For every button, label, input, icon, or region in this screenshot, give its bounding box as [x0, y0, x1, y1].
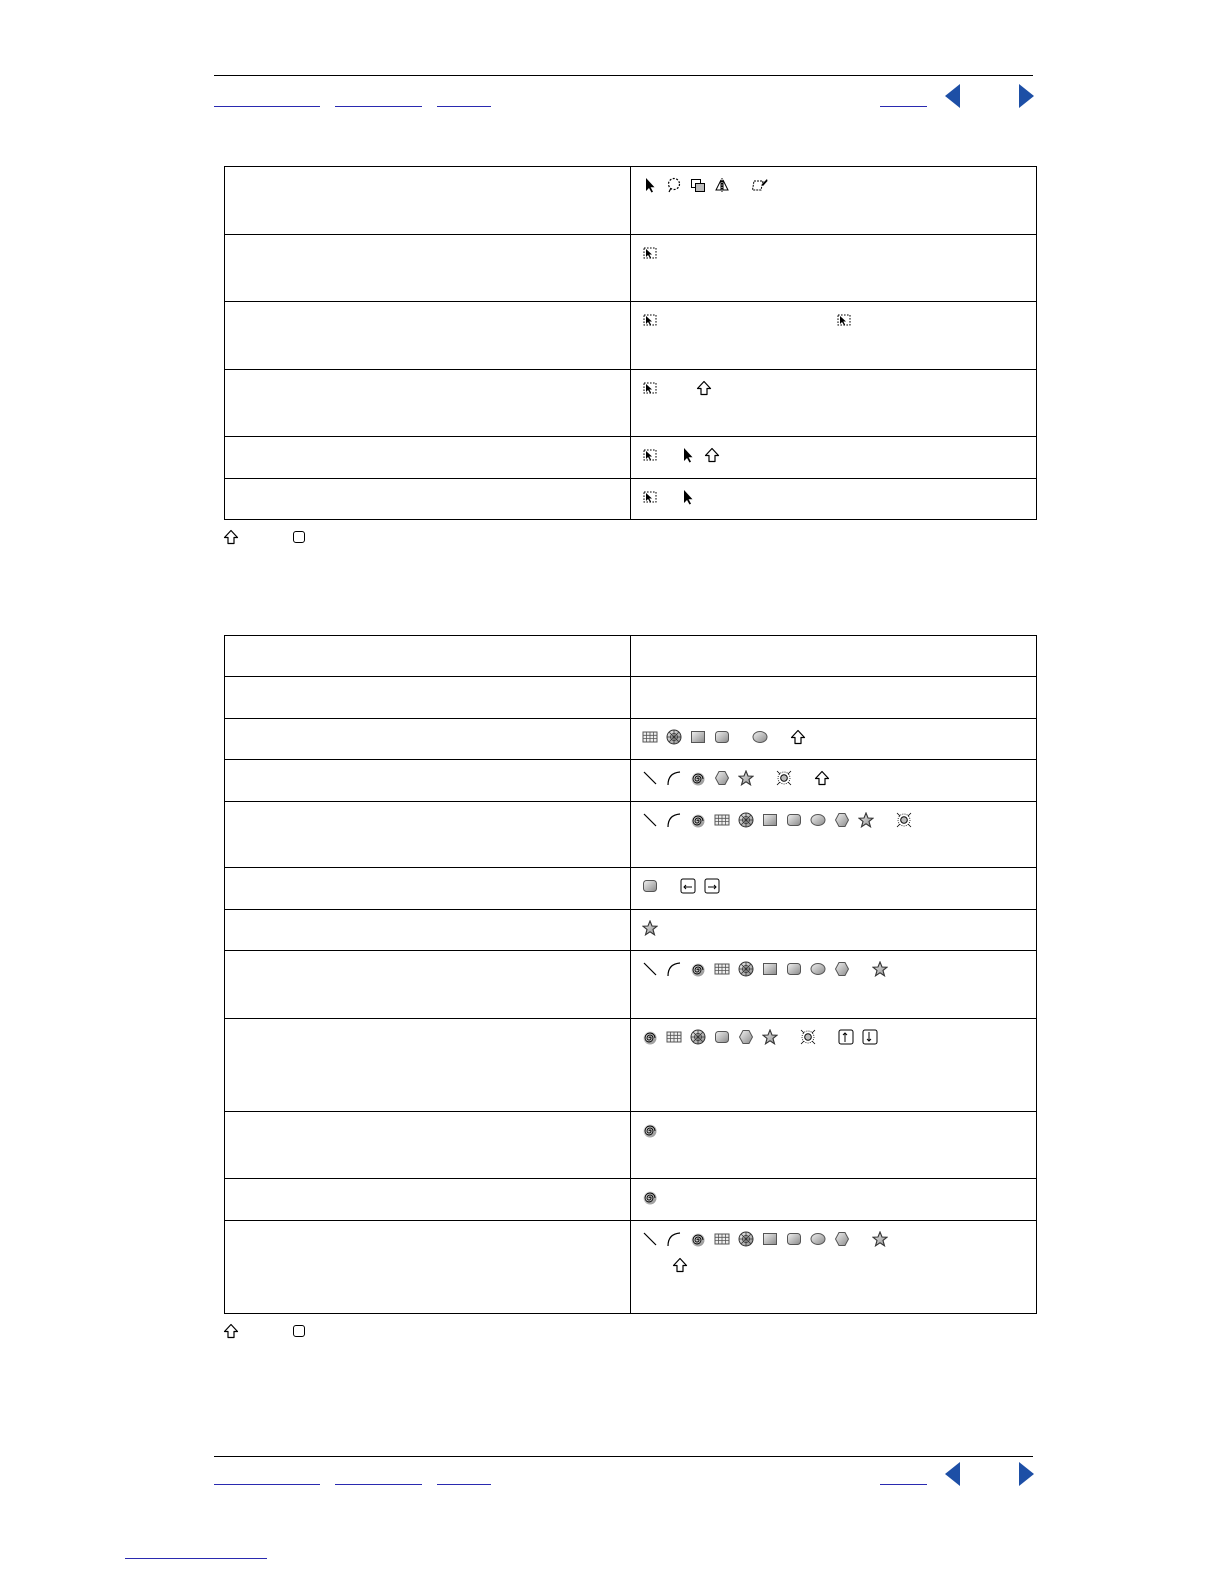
icon-sequence: [641, 811, 1026, 829]
action-cell: [225, 1221, 631, 1314]
flare-tool-icon: [799, 1028, 817, 1046]
arc-tool-icon: [665, 960, 683, 978]
ellipse-tool-icon: [751, 728, 769, 746]
table-row: [225, 636, 1037, 677]
action-cell: [225, 235, 631, 302]
polar-grid-tool-icon: [737, 960, 755, 978]
shortcut-cell: [631, 370, 1037, 437]
icon-sequence: [641, 1256, 1026, 1274]
icon-sequence: [641, 311, 1026, 329]
rounded-rectangle-tool-icon: [713, 1028, 731, 1046]
table-row: [225, 677, 1037, 719]
footer-nav-link-index[interactable]: [335, 1484, 422, 1485]
shift-key-icon: [695, 379, 713, 397]
footer-previous-page-button[interactable]: [945, 1462, 960, 1486]
table-row: [225, 1019, 1037, 1112]
shift-key-icon: [813, 769, 831, 787]
polygon-tool-icon: [713, 769, 731, 787]
action-cell: [225, 1019, 631, 1112]
shortcut-cell: [631, 677, 1037, 719]
rectangle-tool-icon: [761, 1230, 779, 1248]
action-cell: [225, 910, 631, 951]
icon-sequence: [641, 960, 1026, 978]
polygon-tool-icon: [833, 811, 851, 829]
pointer-arrow-icon: [679, 446, 697, 464]
nav-link-help[interactable]: [880, 106, 927, 107]
icon-sequence: [641, 176, 1026, 194]
shortcut-cell: [631, 1179, 1037, 1221]
table-row: [225, 951, 1037, 1019]
star-tool-icon: [737, 769, 755, 787]
polar-grid-tool-icon: [689, 1028, 707, 1046]
polar-grid-tool-icon: [737, 811, 755, 829]
arc-tool-icon: [665, 769, 683, 787]
previous-page-button[interactable]: [945, 84, 960, 108]
rounded-rectangle-tool-icon: [785, 1230, 803, 1248]
transform-tool-icon: [641, 244, 659, 262]
star-tool-icon: [857, 811, 875, 829]
table-row: [225, 802, 1037, 868]
footer-rule: [214, 1456, 1033, 1457]
next-page-button[interactable]: [1019, 84, 1034, 108]
line-tool-icon: [641, 1230, 659, 1248]
line-tool-icon: [641, 811, 659, 829]
header-rule: [214, 75, 1033, 76]
right-arrow-key-icon: [703, 877, 721, 895]
table-row: [225, 760, 1037, 802]
polar-grid-tool-icon: [737, 1230, 755, 1248]
action-cell: [225, 1179, 631, 1221]
icon-sequence: [641, 919, 1026, 937]
action-cell: [225, 760, 631, 802]
page-footer-link[interactable]: [125, 1558, 267, 1559]
grid-tool-icon: [713, 1230, 731, 1248]
icon-sequence: [641, 1121, 1026, 1139]
table-row: [225, 1221, 1037, 1314]
table-row: [225, 719, 1037, 760]
rectangle-tool-icon: [761, 811, 779, 829]
action-cell: [225, 1112, 631, 1179]
action-cell: [225, 802, 631, 868]
table-row: [225, 868, 1037, 910]
icon-sequence: [641, 877, 1026, 895]
left-arrow-key-icon: [679, 877, 697, 895]
nav-link-back[interactable]: [437, 106, 491, 107]
lasso-icon: [665, 176, 683, 194]
shift-key-icon: [222, 1322, 240, 1340]
action-cell: [225, 636, 631, 677]
icon-sequence: [641, 1188, 1026, 1206]
transform-tool-icon: [641, 488, 659, 506]
shift-key-icon: [222, 528, 240, 546]
shortcut-cell: [631, 437, 1037, 479]
icon-sequence: [641, 244, 1026, 262]
polygon-tool-icon: [833, 960, 851, 978]
table-row: [225, 167, 1037, 235]
nav-link-contents[interactable]: [214, 106, 320, 107]
table-row: [225, 479, 1037, 520]
grid-tool-icon: [713, 960, 731, 978]
spiral-tool-icon: [689, 960, 707, 978]
shortcut-cell: [631, 167, 1037, 235]
shift-key-icon: [671, 1256, 689, 1274]
table-row: [225, 370, 1037, 437]
action-cell: [225, 167, 631, 235]
footer-nav-link-help[interactable]: [880, 1484, 927, 1485]
icon-sequence: [641, 1230, 1026, 1248]
command-key-icon: [290, 528, 308, 546]
arc-tool-icon: [665, 1230, 683, 1248]
shortcut-cell: [631, 302, 1037, 370]
pointer-arrow-icon: [641, 176, 659, 194]
spiral-tool-icon: [641, 1121, 659, 1139]
rounded-rectangle-tool-icon: [785, 960, 803, 978]
spiral-tool-icon: [641, 1028, 659, 1046]
grid-tool-icon: [665, 1028, 683, 1046]
nav-link-index[interactable]: [335, 106, 422, 107]
grid-tool-icon: [641, 728, 659, 746]
footer-next-page-button[interactable]: [1019, 1462, 1034, 1486]
spiral-tool-icon: [689, 1230, 707, 1248]
shortcut-cell: [631, 1112, 1037, 1179]
table-row: [225, 1179, 1037, 1221]
transform-tool-icon: [641, 446, 659, 464]
star-tool-icon: [761, 1028, 779, 1046]
table-row: [225, 437, 1037, 479]
reflect-tool-icon: [713, 176, 731, 194]
rounded-rectangle-tool-icon: [713, 728, 731, 746]
star-tool-icon: [871, 960, 889, 978]
shortcut-cell: [631, 1221, 1037, 1314]
action-cell: [225, 951, 631, 1019]
rounded-rectangle-tool-icon: [641, 877, 659, 895]
star-tool-icon: [641, 919, 659, 937]
scale-tool-icon: [689, 176, 707, 194]
polygon-tool-icon: [737, 1028, 755, 1046]
shortcut-table-drawing: [224, 635, 1037, 1314]
polar-grid-tool-icon: [665, 728, 683, 746]
action-cell: [225, 437, 631, 479]
shortcut-table-transform: [224, 166, 1037, 520]
shift-key-icon: [789, 728, 807, 746]
up-arrow-key-icon: [837, 1028, 855, 1046]
action-cell: [225, 677, 631, 719]
arc-tool-icon: [665, 811, 683, 829]
rounded-rectangle-tool-icon: [785, 811, 803, 829]
ellipse-tool-icon: [809, 1230, 827, 1248]
rectangle-tool-icon: [689, 728, 707, 746]
shortcut-cell: [631, 719, 1037, 760]
icon-sequence: [641, 446, 1026, 464]
icon-sequence: [641, 379, 1026, 397]
shortcut-cell: [631, 910, 1037, 951]
icon-sequence: [641, 769, 1026, 787]
footer-nav-link-back[interactable]: [437, 1484, 491, 1485]
shortcut-cell: [631, 802, 1037, 868]
transform-tool-icon: [835, 311, 853, 329]
shortcut-cell: [631, 636, 1037, 677]
table-row: [225, 1112, 1037, 1179]
flare-tool-icon: [775, 769, 793, 787]
rectangle-tool-icon: [761, 960, 779, 978]
command-key-icon: [290, 1322, 308, 1340]
down-arrow-key-icon: [861, 1028, 879, 1046]
shift-key-icon: [703, 446, 721, 464]
grid-tool-icon: [713, 811, 731, 829]
skew-tool-icon: [751, 176, 769, 194]
shortcut-cell: [631, 235, 1037, 302]
table-row: [225, 302, 1037, 370]
pointer-arrow-icon: [679, 488, 697, 506]
shortcut-cell: [631, 479, 1037, 520]
spiral-tool-icon: [641, 1188, 659, 1206]
line-tool-icon: [641, 960, 659, 978]
footer-nav-link-contents[interactable]: [214, 1484, 320, 1485]
table1-legend: [222, 528, 308, 546]
spiral-tool-icon: [689, 769, 707, 787]
table-row: [225, 235, 1037, 302]
icon-sequence: [641, 728, 1026, 746]
shortcut-cell: [631, 760, 1037, 802]
action-cell: [225, 719, 631, 760]
action-cell: [225, 370, 631, 437]
star-tool-icon: [871, 1230, 889, 1248]
action-cell: [225, 868, 631, 910]
flare-tool-icon: [895, 811, 913, 829]
transform-tool-icon: [641, 379, 659, 397]
shortcut-cell: [631, 1019, 1037, 1112]
icon-sequence: [641, 1028, 1026, 1046]
action-cell: [225, 479, 631, 520]
polygon-tool-icon: [833, 1230, 851, 1248]
line-tool-icon: [641, 769, 659, 787]
spiral-tool-icon: [689, 811, 707, 829]
icon-sequence: [641, 488, 1026, 506]
table2-legend: [222, 1322, 308, 1340]
transform-tool-icon: [641, 311, 659, 329]
ellipse-tool-icon: [809, 811, 827, 829]
action-cell: [225, 302, 631, 370]
shortcut-cell: [631, 951, 1037, 1019]
table-row: [225, 910, 1037, 951]
ellipse-tool-icon: [809, 960, 827, 978]
shortcut-cell: [631, 868, 1037, 910]
